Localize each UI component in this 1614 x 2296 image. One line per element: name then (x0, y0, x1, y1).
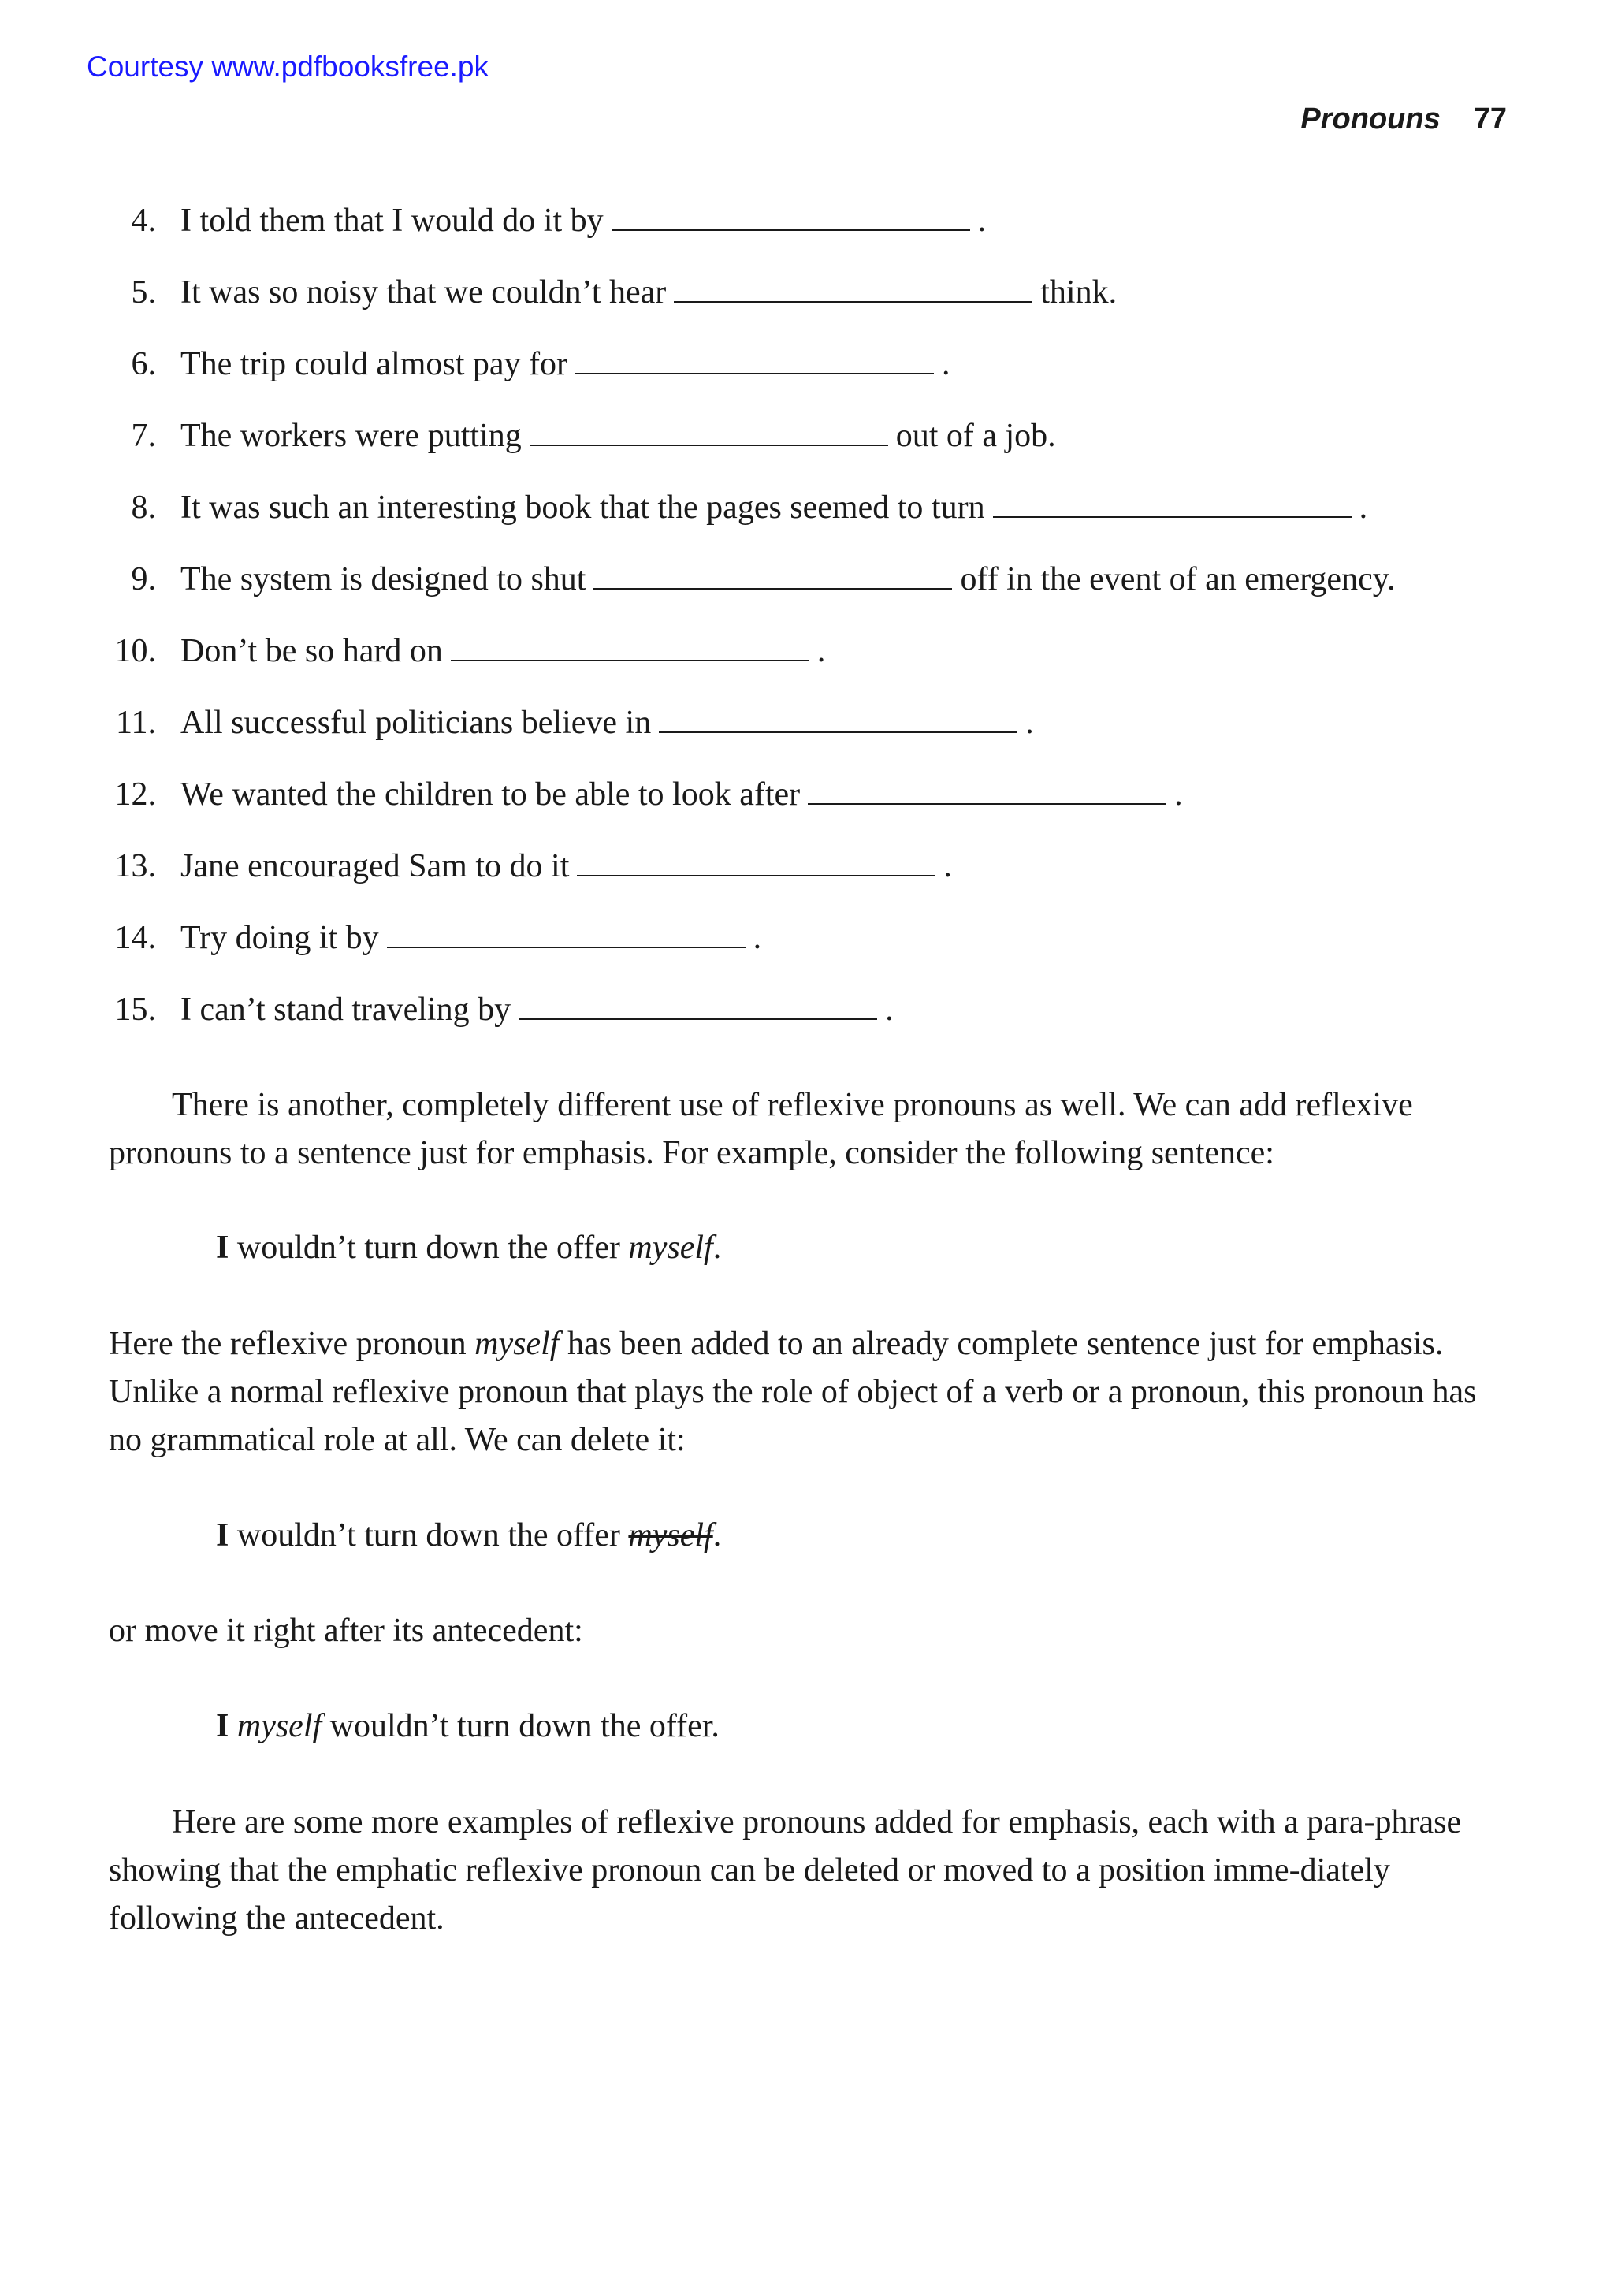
item-number: 10. (114, 633, 156, 669)
item-text-after: out of a job. (895, 418, 1056, 454)
example-text: wouldn’t turn down the offer (229, 1230, 629, 1266)
item-text-before: Don’t be so hard on (180, 633, 443, 669)
item-text-before: The system is designed to shut (180, 561, 586, 597)
item-sentence (180, 340, 950, 388)
example-end: . (712, 1517, 722, 1554)
exercise-item (0, 914, 1614, 962)
item-text-before: It was so noisy that we couldn’t hear (180, 274, 667, 311)
example-reflexive: myself (236, 1708, 322, 1744)
item-text-after: . (943, 848, 952, 884)
item-sentence (180, 627, 825, 675)
courtesy-link[interactable]: Courtesy www.pdfbooksfree.pk (87, 50, 489, 83)
item-text-after: . (816, 633, 826, 669)
answer-blank[interactable] (577, 843, 935, 876)
paragraph-text: has been added to an already complete sentence just for emphasis. Unlike a normal reflexive pronoun that plays the role of object of a verb or a pronoun, this pronoun has no grammatical role at all. We can delete it: (109, 1326, 1477, 1458)
exercise-item (0, 412, 1614, 460)
item-text-before: All successful politicians believe in (180, 705, 652, 741)
item-text-after: . (977, 203, 987, 239)
body-paragraph (109, 1320, 1505, 1464)
item-number: 13. (114, 848, 156, 884)
answer-blank[interactable] (612, 198, 970, 231)
section-title: Pronouns (1300, 102, 1441, 136)
item-text-before: I can’t stand traveling by (180, 992, 511, 1028)
item-sentence (180, 699, 1034, 746)
item-number: 11. (116, 705, 156, 741)
example-sentence (216, 1702, 720, 1750)
paragraph-term: myself (474, 1326, 560, 1362)
example-text: wouldn’t turn down the offer (229, 1517, 629, 1554)
item-sentence (180, 986, 894, 1033)
item-sentence (180, 484, 1367, 531)
item-sentence (180, 412, 1056, 460)
example-text: wouldn’t turn down the offer. (322, 1708, 720, 1744)
example-subject: I (216, 1517, 229, 1554)
answer-blank[interactable] (808, 772, 1166, 805)
answer-blank[interactable] (451, 628, 809, 661)
item-number: 5. (131, 274, 156, 311)
exercise-item (0, 699, 1614, 746)
body-paragraph: There is another, completely different use of reflexive pronouns as well. We can add reflexive pronouns to a sentence just for emphasis. For example, consider the following sentence: (109, 1087, 1413, 1171)
item-text-after: think. (1040, 274, 1118, 311)
item-number: 6. (131, 346, 156, 382)
exercise-item (0, 986, 1614, 1033)
answer-blank[interactable] (530, 413, 888, 446)
example-sentence (216, 1224, 721, 1271)
answer-blank[interactable] (993, 485, 1352, 518)
answer-blank[interactable] (519, 987, 877, 1020)
item-text-after: . (1359, 489, 1368, 526)
item-sentence (180, 556, 1395, 603)
body-paragraph: Here are some more examples of reflexive pronouns added for emphasis, each with a para-phrase showing that the emphatic reflexive pronoun can be deleted or moved to a position imme-diately following the antecedent. (109, 1804, 1462, 1937)
item-text-before: I told them that I would do it by (180, 203, 604, 239)
item-text-after: . (885, 992, 894, 1028)
item-text-after: . (1025, 705, 1034, 741)
exercise-item (0, 843, 1614, 890)
running-head (1300, 102, 1507, 136)
exercise-item (0, 269, 1614, 316)
page-number: 77 (1473, 102, 1507, 136)
exercise-item (0, 197, 1614, 244)
answer-blank[interactable] (575, 341, 934, 374)
item-text-before: We wanted the children to be able to look after (180, 776, 801, 813)
item-number: 12. (114, 776, 156, 813)
answer-blank[interactable] (593, 556, 952, 590)
item-number: 7. (131, 418, 156, 454)
body-paragraph: or move it right after its antecedent: (109, 1613, 583, 1649)
answer-blank[interactable] (674, 270, 1032, 303)
item-number: 9. (131, 561, 156, 597)
example-end: . (712, 1230, 722, 1266)
item-text-before: The trip could almost pay for (180, 346, 568, 382)
example-subject: I (216, 1708, 229, 1744)
example-subject: I (216, 1230, 229, 1266)
item-text-after: . (942, 346, 950, 382)
item-number: 8. (131, 489, 156, 526)
exercise-item (0, 556, 1614, 603)
item-number: 15. (114, 992, 156, 1028)
exercise-item (0, 627, 1614, 675)
item-text-before: Try doing it by (180, 920, 379, 956)
item-text-before: It was such an interesting book that the pages seemed to turn (180, 489, 985, 526)
item-text-after: . (1174, 776, 1183, 813)
item-text-before: Jane encouraged Sam to do it (180, 848, 570, 884)
exercise-item (0, 340, 1614, 388)
item-number: 14. (114, 920, 156, 956)
item-number: 4. (131, 203, 156, 239)
item-sentence (180, 771, 1183, 818)
item-sentence (180, 843, 952, 890)
exercise-item (0, 484, 1614, 531)
item-text-after: . (753, 920, 762, 956)
item-sentence (180, 269, 1117, 316)
item-text-after: off in the event of an emergency. (960, 561, 1396, 597)
item-sentence (180, 914, 761, 962)
example-reflexive-struck: myself (628, 1517, 713, 1554)
item-text-before: The workers were putting (180, 418, 522, 454)
exercise-item (0, 771, 1614, 818)
answer-blank[interactable] (387, 915, 746, 948)
paragraph-text: Here the reflexive pronoun (109, 1326, 475, 1362)
answer-blank[interactable] (659, 700, 1017, 733)
item-sentence (180, 197, 986, 244)
example-reflexive: myself (628, 1230, 713, 1266)
example-sentence (216, 1512, 721, 1559)
